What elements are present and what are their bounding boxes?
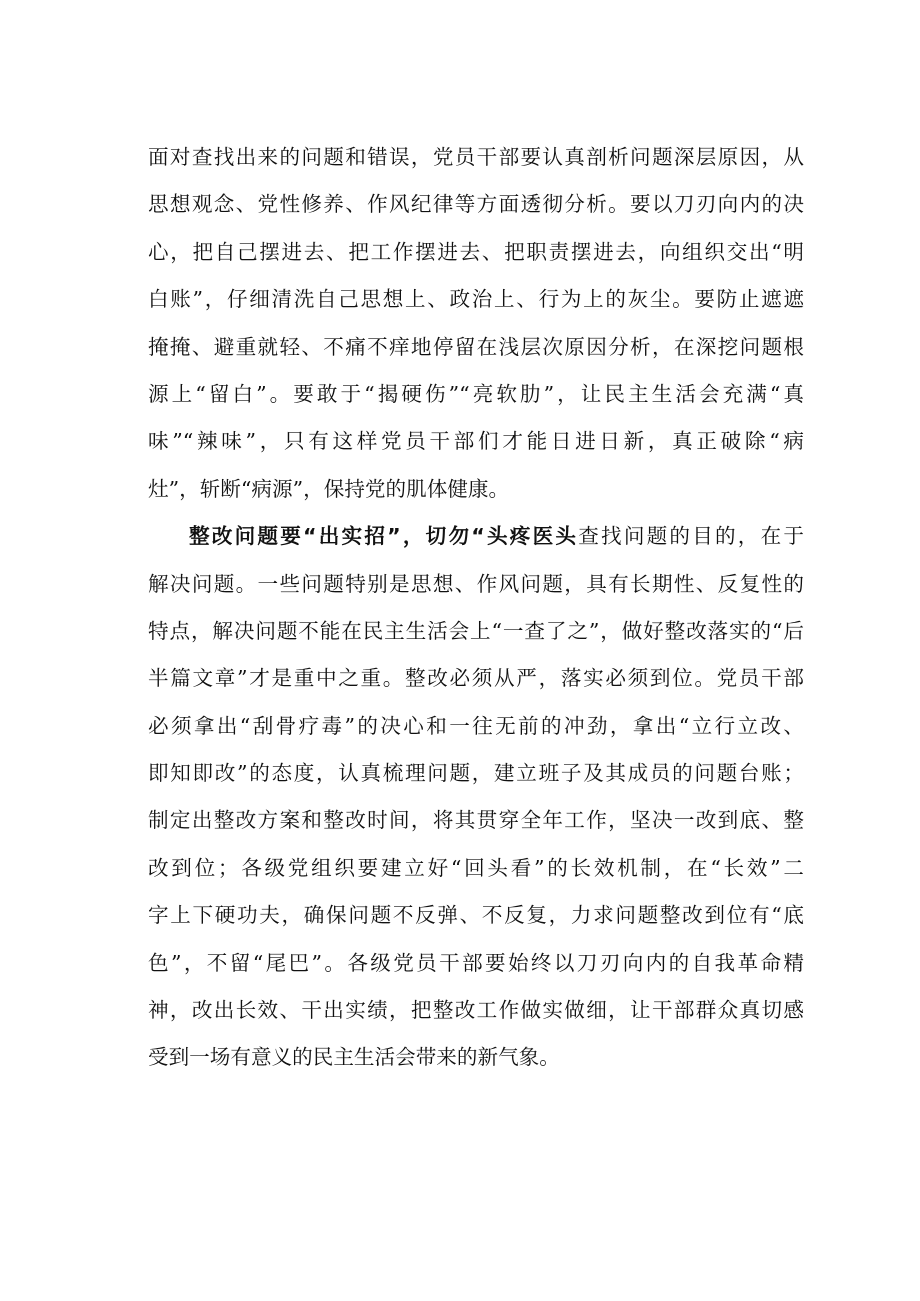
- text-line: 灶”，斩断“病源”，保持党的肌体健康。: [148, 476, 510, 501]
- text-line: 特点，解决问题不能在民主生活会上“一查了之”，做好整改落实的“后: [148, 618, 804, 643]
- text-line: 改到位；各级党组织要建立好“回头看”的长效机制，在“长效”二: [148, 855, 804, 880]
- paragraph-2-first-line: [148, 513, 804, 560]
- text-line: 必须拿出“刮骨疗毒”的决心和一往无前的冲劲，拿出“立行立改、: [148, 713, 804, 738]
- text-line: 制定出整改方案和整改时间，将其贯穿全年工作，坚决一改到底、整: [148, 808, 804, 833]
- text-span: 查找问题的目的，在于: [578, 524, 805, 549]
- text-line: 面对查找出来的问题和错误，党员干部要认真剖析问题深层原因，从: [148, 145, 804, 169]
- text-line: 色”，不留“尾巴”。各级党员干部要始终以刀刃向内的自我革命精: [148, 950, 804, 975]
- text-line: 白账”，仔细清洗自己思想上、政治上、行为上的灰尘。要防止遮遮: [148, 287, 804, 312]
- text-line: 思想观念、党性修养、作风纪律等方面透彻分析。要以刀刃向内的决: [148, 192, 804, 217]
- text-line: 字上下硬功夫，确保问题不反弹、不反复，力求问题整改到位有“底: [148, 903, 804, 928]
- text-line: 心，把自己摆进去、把工作摆进去、把职责摆进去，向组织交出“明: [148, 239, 804, 264]
- section-heading: 整改问题要“出实招”，切勿“头疼医头: [189, 524, 579, 549]
- text-line: 半篇文章”才是重中之重。整改必须从严，落实必须到位。党员干部: [148, 666, 804, 691]
- text-line: 神，改出长效、干出实绩，把整改工作做实做细，让干部群众真切感: [148, 998, 804, 1023]
- paragraph-2: [148, 513, 804, 1082]
- text-line: 即知即改”的态度，认真梳理问题，建立班子及其成员的问题台账；: [148, 761, 804, 786]
- paragraph-1: [148, 134, 804, 513]
- body-text: [148, 134, 804, 1082]
- text-line: 源上“留白”。要敢于“揭硬伤”“亮软肋”，让民主生活会充满“真: [148, 381, 804, 406]
- text-line: 受到一场有意义的民主生活会带来的新气象。: [148, 1045, 560, 1070]
- text-line: 解决问题。一些问题特别是思想、作风问题，具有长期性、反复性的: [148, 571, 804, 596]
- text-line: 掩掩、避重就轻、不痛不痒地停留在浅层次原因分析，在深挖问题根: [148, 334, 804, 359]
- text-line: 味”“辣味”，只有这样党员干部们才能日进日新，真正破除“病: [148, 429, 804, 454]
